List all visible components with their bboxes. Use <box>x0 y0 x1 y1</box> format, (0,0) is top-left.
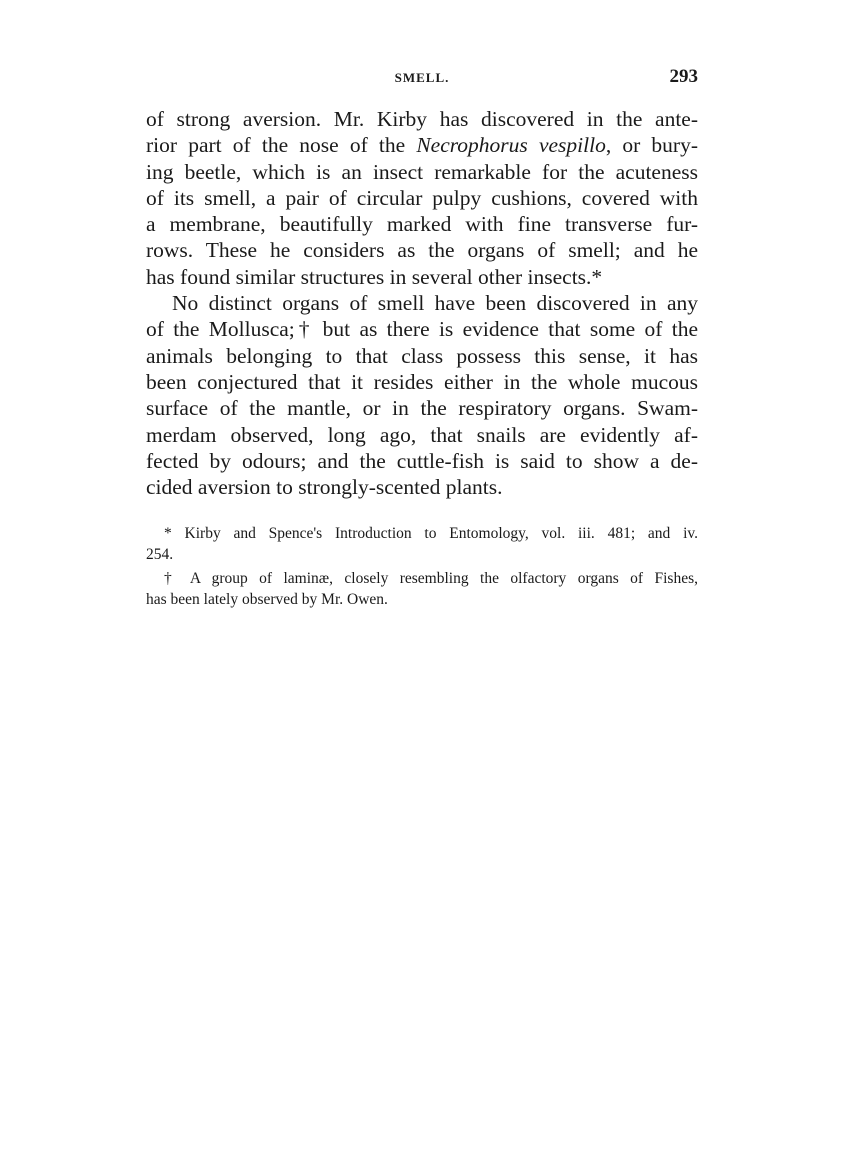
text-line: of its smell, a pair of circular pulpy cushions, covered with <box>146 185 698 210</box>
text-line: fected by odours; and the cuttle-fish is said to show a de- <box>146 448 698 473</box>
running-head <box>146 66 698 90</box>
running-title: SMELL. <box>394 70 450 85</box>
footnote-line: * Kirby and Spence's Introduction to Entomology, vol. iii. 481; and iv. <box>164 525 698 542</box>
text-line: of the Mollusca;† but as there is evidence that some of the <box>146 317 698 342</box>
text-line: animals belonging to that class possess this sense, it has <box>146 343 698 368</box>
text-line: rows. These he considers as the organs of smell; and he <box>146 238 698 263</box>
text-line: surface of the mantle, or in the respiratory organs. Swam- <box>146 396 698 421</box>
text-line: been conjectured that it resides either in the whole mucous <box>146 369 698 394</box>
text-line: of strong aversion. Mr. Kirby has discovered in the ante- <box>146 107 698 131</box>
footnotes <box>146 524 698 610</box>
text-line <box>146 132 698 158</box>
text-line: ing beetle, which is an insect remarkable for the acuteness <box>146 159 698 184</box>
text-line: merdam observed, long ago, that snails are evidently af- <box>146 422 698 447</box>
italic-species-name: Necrophorus vespillo <box>416 133 606 158</box>
footnote-line: has been lately observed by Mr. Owen. <box>146 590 388 608</box>
footnote-line: † A group of laminæ, closely resembling the olfactory organs of Fishes, <box>164 570 698 587</box>
page-number: 293 <box>669 66 698 87</box>
footnote-line: 254. <box>146 545 174 563</box>
text-line: has found similar structures in several other insects.* <box>146 264 603 289</box>
text-span: rior part of the nose of the <box>146 133 417 158</box>
text-span: , or bury- <box>605 133 698 158</box>
main-text <box>146 106 698 500</box>
text-line: a membrane, beautifully marked with fine transverse fur- <box>146 212 698 237</box>
text-line: cided aversion to strongly-scented plants. <box>146 475 503 500</box>
text-line: No distinct organs of smell have been discovered in any <box>172 291 698 316</box>
